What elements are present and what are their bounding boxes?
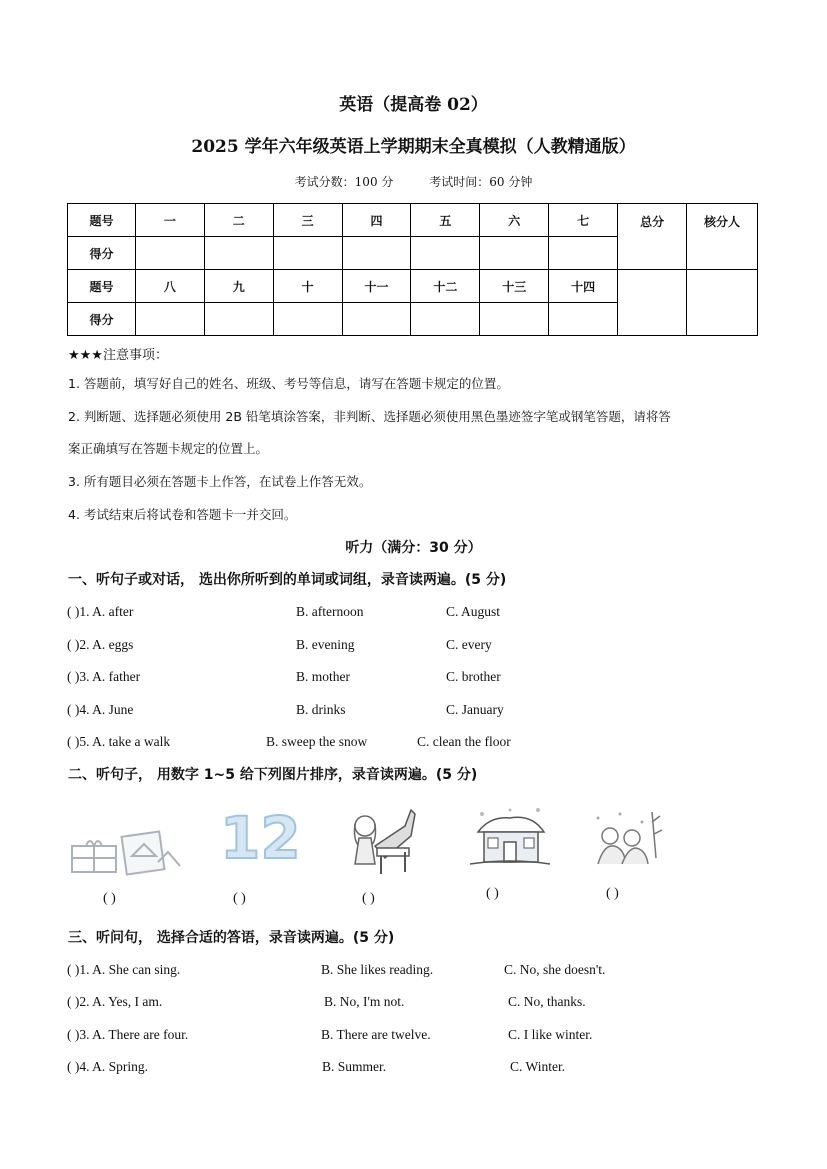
option-b: B. Summer. [322, 1059, 387, 1074]
row-head: 得分 [68, 303, 136, 336]
option-c: C. brother [446, 669, 501, 684]
option-c: C. No, she doesn't. [504, 962, 606, 977]
score-blank[interactable] [480, 237, 549, 270]
q-cell: 六 [480, 204, 549, 237]
note-item: 1. 答题前，填写好自己的姓名、班级、考号等信息，请写在答题卡规定的位置。 [68, 376, 509, 391]
question-2: ( )2. A. eggs [67, 637, 134, 652]
option-b: B. No, I'm not. [324, 994, 405, 1009]
score-blank[interactable] [204, 303, 273, 336]
section-2-heading: 二、听句子， 用数字 1~5 给下列图片排序，录音读两遍。(5 分) [68, 767, 478, 783]
order-blank-5[interactable]: ( ) [606, 886, 619, 901]
score-table [67, 203, 758, 336]
time-label: 考试时间：60 分钟 [429, 175, 533, 189]
score-blank[interactable] [411, 237, 480, 270]
option-b: B. evening [296, 637, 355, 652]
gift-card-picture [68, 826, 182, 876]
note-item: 案正确填写在答题卡规定的位置上。 [68, 441, 269, 456]
score-blank[interactable] [549, 303, 618, 336]
score-blank[interactable] [135, 237, 204, 270]
q-cell: 五 [411, 204, 480, 237]
checker-blank[interactable] [687, 270, 758, 336]
order-blank-2[interactable]: ( ) [233, 891, 246, 906]
q-cell: 十 [273, 270, 342, 303]
row-head: 题号 [68, 204, 136, 237]
question-2: ( )2. A. Yes, I am. [67, 994, 163, 1009]
checker-cell: 核分人 [687, 204, 758, 270]
order-blank-1[interactable]: ( ) [103, 891, 116, 906]
q-cell: 十三 [480, 270, 549, 303]
score-blank[interactable] [135, 303, 204, 336]
score-label: 考试分数：100 分 [294, 175, 394, 189]
q-cell: 七 [549, 204, 618, 237]
note-item: 2. 判断题、选择题必须使用 2B 铅笔填涂答案，非判断、选择题必须使用黑色墨迹签字笔或钢笔答题，请将答 [68, 409, 671, 424]
snow-house-picture [470, 806, 550, 868]
notes-heading: ★★★注意事项： [68, 348, 168, 363]
score-blank[interactable] [273, 237, 342, 270]
option-c: C. every [446, 637, 492, 652]
option-c: C. No, thanks. [508, 994, 586, 1009]
child-head-shape [602, 828, 618, 844]
question-4: ( )4. A. June [67, 702, 134, 717]
option-b: B. sweep the snow [266, 734, 368, 749]
q-cell: 十四 [549, 270, 618, 303]
score-blank[interactable] [480, 303, 549, 336]
q-cell: 四 [342, 204, 411, 237]
row-head: 题号 [68, 270, 136, 303]
option-c: C. January [446, 702, 504, 717]
note-item: 3. 所有题目必须在答题卡上作答，在试卷上作答无效。 [68, 474, 372, 489]
q-cell: 一 [135, 204, 204, 237]
total-blank[interactable] [618, 270, 687, 336]
child-head-shape [624, 830, 640, 846]
exam-meta [0, 173, 827, 190]
score-blank[interactable] [204, 237, 273, 270]
question-3: ( )3. A. There are four. [67, 1027, 189, 1042]
q-cell: 九 [204, 270, 273, 303]
q-cell: 二 [204, 204, 273, 237]
number-twelve-picture: 12 [220, 804, 301, 872]
option-b: B. afternoon [296, 604, 364, 619]
question-1: ( )1. A. after [67, 604, 134, 619]
question-3: ( )3. A. father [67, 669, 141, 684]
note-item: 4. 考试结束后将试卷和答题卡一并交回。 [68, 507, 297, 522]
score-blank[interactable] [411, 303, 480, 336]
section-1-heading: 一、听句子或对话， 选出你所听到的单词或词组，录音读两遍。(5 分) [68, 572, 507, 588]
row-head: 得分 [68, 237, 136, 270]
option-b: B. She likes reading. [321, 962, 434, 977]
exam-subtitle: 2025 学年六年级英语上学期期末全真模拟（人教精通版） [191, 137, 636, 157]
section-3-heading: 三、听问句， 选择合适的答语，录音读两遍。(5 分) [68, 930, 395, 946]
score-blank[interactable] [342, 237, 411, 270]
score-blank[interactable] [273, 303, 342, 336]
tree-shape [652, 812, 662, 858]
total-cell: 总分 [618, 204, 687, 270]
option-b: B. mother [296, 669, 350, 684]
q-cell: 八 [135, 270, 204, 303]
order-blank-3[interactable]: ( ) [362, 891, 375, 906]
option-c: C. Winter. [510, 1059, 566, 1074]
piano-girl-picture [345, 806, 417, 876]
q-cell: 三 [273, 204, 342, 237]
order-blank-4[interactable]: ( ) [486, 886, 499, 901]
question-4: ( )4. A. Spring. [67, 1059, 148, 1074]
score-blank[interactable] [549, 237, 618, 270]
option-c: C. August [446, 604, 501, 619]
card-shape [122, 832, 165, 875]
score-blank[interactable] [342, 303, 411, 336]
kids-snow-picture [590, 808, 664, 866]
q-cell: 十一 [342, 270, 411, 303]
question-5: ( )5. A. take a walk [67, 734, 171, 749]
option-b: B. There are twelve. [321, 1027, 431, 1042]
snow-roof-shape [478, 817, 544, 832]
girl-head-shape [355, 816, 375, 836]
option-b: B. drinks [296, 702, 346, 717]
option-c: C. clean the floor [417, 734, 511, 749]
question-1: ( )1. A. She can sing. [67, 962, 181, 977]
option-c: C. I like winter. [508, 1027, 593, 1042]
q-cell: 十二 [411, 270, 480, 303]
listening-title: 听力（满分：30 分） [345, 540, 482, 556]
exam-title: 英语（提高卷 02） [339, 95, 488, 115]
